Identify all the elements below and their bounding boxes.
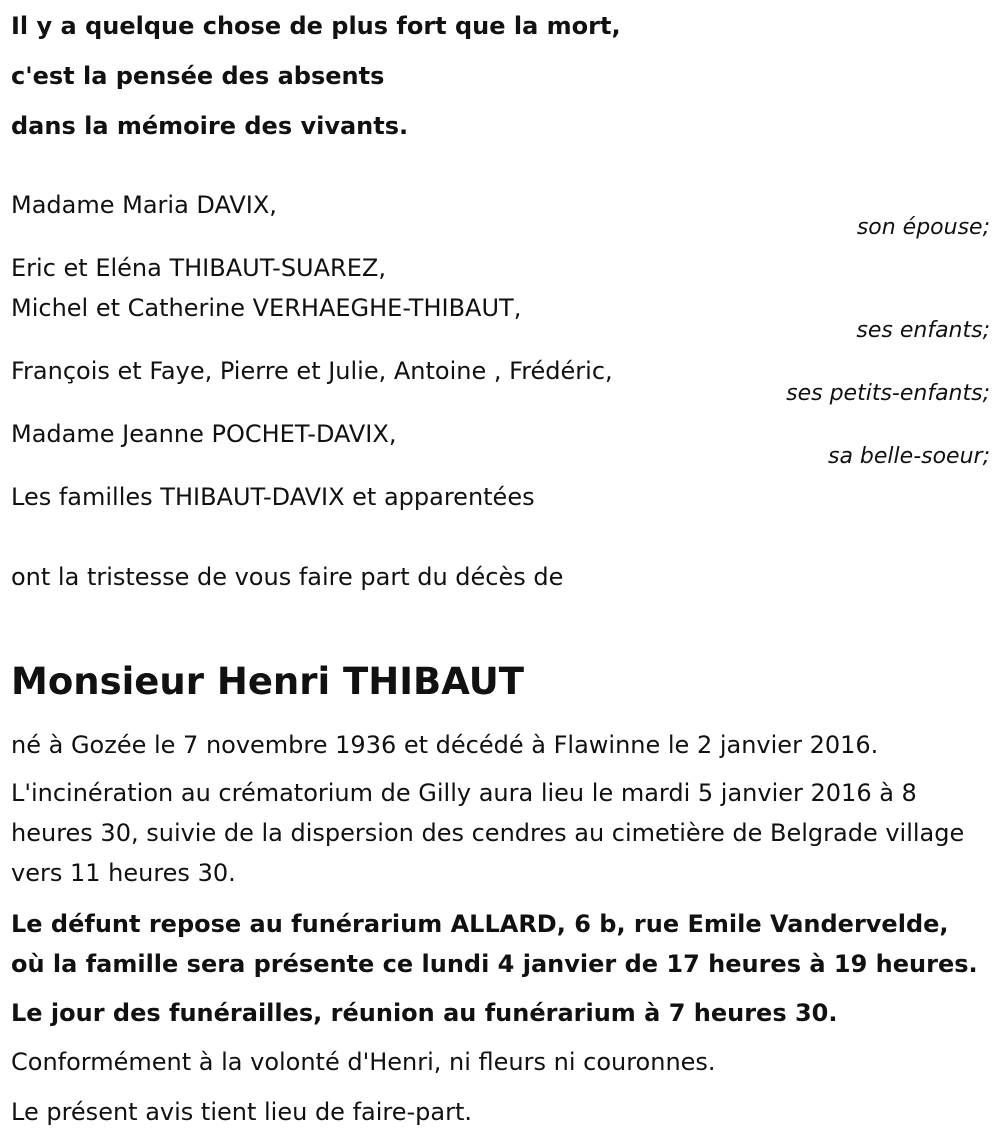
announcement-intro: ont la tristesse de vous faire part du décès de [11, 563, 564, 591]
children-line-2: Michel et Catherine VERHAEGHE-THIBAUT, [11, 294, 522, 322]
quote-line-1: Il y a quelque chose de plus fort que la mort, [11, 12, 621, 40]
birth-death-line: né à Gozée le 7 novembre 1936 et décédé à Flawinne le 2 janvier 2016. [11, 731, 879, 759]
quote-line-3: dans la mémoire des vivants. [11, 112, 409, 140]
notice-line: Le présent avis tient lieu de faire-part. [11, 1098, 473, 1126]
quote-line-2: c'est la pensée des absents [11, 62, 385, 90]
sister-in-law-relation: sa belle-soeur; [828, 444, 990, 469]
deceased-name: Monsieur Henri THIBAUT [11, 659, 525, 703]
funerarium-line-2: où la famille sera présente ce lundi 4 janvier de 17 heures à 19 heures. [11, 950, 978, 978]
children-relation: ses enfants; [856, 318, 990, 343]
funeral-meeting-line: Le jour des funérailles, réunion au funérarium à 7 heures 30. [11, 999, 838, 1027]
sister-in-law-name: Madame Jeanne POCHET-DAVIX, [11, 420, 397, 448]
cremation-paragraph: L'incinération au crématorium de Gilly aura lieu le mardi 5 janvier 2016 à 8 heures 30, suivie de la dispersion des cendres au cimetière de Belgrade village vers 11 heures 30. [11, 779, 965, 887]
grandchildren-line: François et Faye, Pierre et Julie, Antoine , Frédéric, [11, 357, 613, 385]
grandchildren-relation: ses petits-enfants; [786, 381, 990, 406]
flowers-line: Conformément à la volonté d'Henri, ni fleurs ni couronnes. [11, 1048, 716, 1076]
funerarium-line-1: Le défunt repose au funérarium ALLARD, 6 b, rue Emile Vandervelde, [11, 910, 949, 938]
spouse-relation: son épouse; [856, 215, 990, 240]
children-line-1: Eric et Eléna THIBAUT-SUAREZ, [11, 254, 386, 282]
spouse-name: Madame Maria DAVIX, [11, 191, 277, 219]
families-line: Les familles THIBAUT-DAVIX et apparentées [11, 483, 535, 511]
